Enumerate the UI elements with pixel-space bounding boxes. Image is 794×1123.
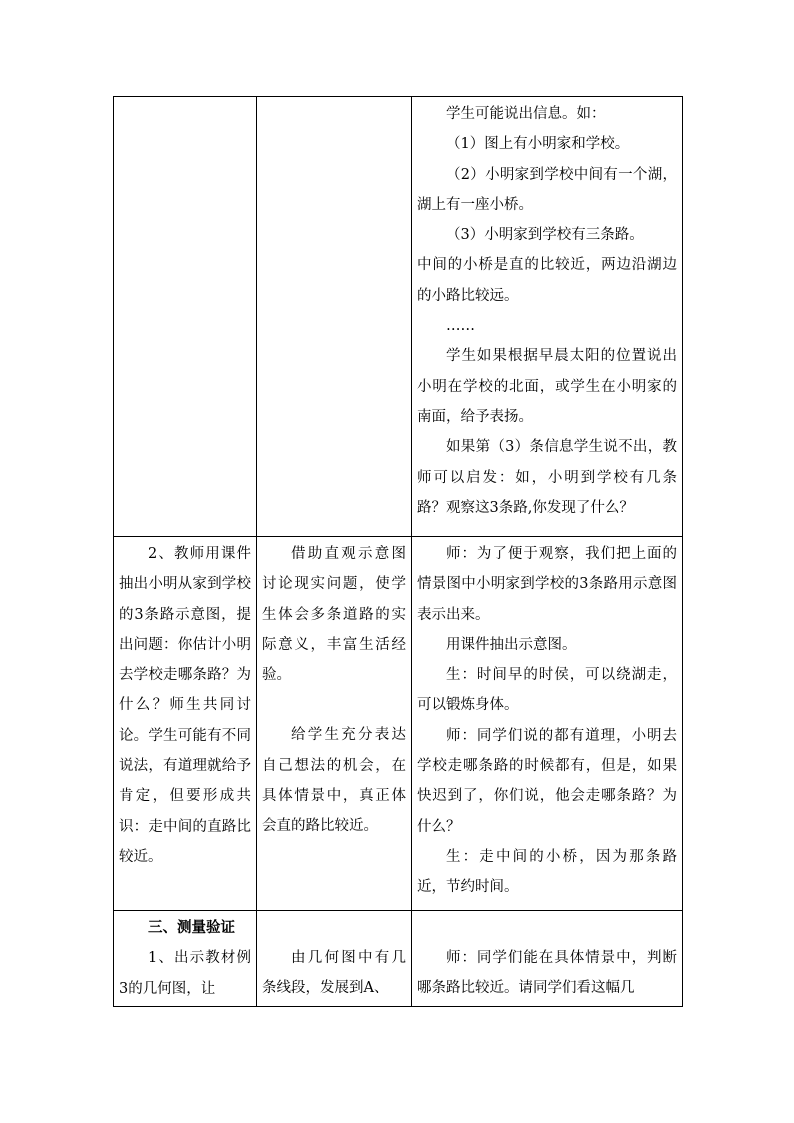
paragraph: 学生可能说出信息。如： bbox=[446, 106, 606, 122]
process-cell bbox=[114, 537, 257, 911]
section-heading: 三、测量验证 bbox=[148, 919, 235, 936]
paragraph: 借助直观示意图讨论现实问题，使学生体会多条道路的实际意义，丰富生活经验。 bbox=[262, 546, 406, 684]
paragraph: 师：为了便于观察，我们把上面的情景图中小明家到学校的3条路用示意图表示出来。 bbox=[417, 546, 677, 623]
paragraph: （2）小明家到学校中间有一个湖，湖上有一座小桥。 bbox=[417, 166, 677, 213]
activity-cell bbox=[412, 537, 683, 911]
process-cell bbox=[114, 911, 257, 1007]
intent-cell bbox=[257, 537, 412, 911]
ellipsis: …… bbox=[446, 318, 475, 335]
paragraph: （1）图上有小明家和学校。 bbox=[446, 136, 630, 153]
paragraph: 师：同学们能在具体情景中，判断哪条路比较近。请同学们看这幅几 bbox=[417, 950, 677, 997]
process-cell bbox=[114, 97, 257, 537]
paragraph: 由几何图中有几条线段，发展到A、 bbox=[262, 950, 406, 997]
table-row bbox=[114, 537, 683, 911]
paragraph: 如果第（3）条信息学生说不出，教师可以启发：如，小明到学校有几条路？观察这3条路,你发现了什么？ bbox=[417, 439, 677, 516]
paragraph: 给学生充分表达自己想法的机会，在具体情景中，真正体会直的路比较近。 bbox=[262, 727, 406, 835]
paragraph: 生：时间早的时侯，可以绕湖走，可以锻炼身体。 bbox=[417, 667, 677, 714]
table-row bbox=[114, 97, 683, 537]
table-row bbox=[114, 911, 683, 1007]
intent-cell bbox=[257, 97, 412, 537]
activity-cell bbox=[412, 97, 683, 537]
activity-cell bbox=[412, 911, 683, 1007]
intent-cell bbox=[257, 911, 412, 1007]
lesson-plan-table bbox=[113, 96, 683, 1007]
paragraph: 中间的小桥是直的比较近，两边沿湖边的小路比较远。 bbox=[417, 257, 677, 304]
paragraph: 师：同学们说的都有道理，小明去学校走哪条路的时候都有，但是，如果快迟到了，你们说，他会走哪条路？为什么？ bbox=[417, 727, 677, 835]
paragraph: 学生如果根据早晨太阳的位置说出小明在学校的北面，或学生在小明家的南面，给予表扬。 bbox=[417, 348, 677, 425]
paragraph: 生：走中间的小桥，因为那条路近，节约时间。 bbox=[417, 848, 677, 896]
paragraph: 2、教师用课件抽出小明从家到学校的3条路示意图，提出问题：你估计小明去学校走哪条路？为什么？师生共同讨论。学生可能有不同说法，有道理就给予肯定，但要形成共识：走中间的直路比较近。 bbox=[119, 546, 251, 865]
paragraph: （3）小明家到学校有三条路。 bbox=[446, 227, 644, 244]
paragraph: 用课件抽出示意图。 bbox=[446, 636, 577, 653]
paragraph: 1、出示教材例3的几何图，让 bbox=[119, 950, 251, 997]
